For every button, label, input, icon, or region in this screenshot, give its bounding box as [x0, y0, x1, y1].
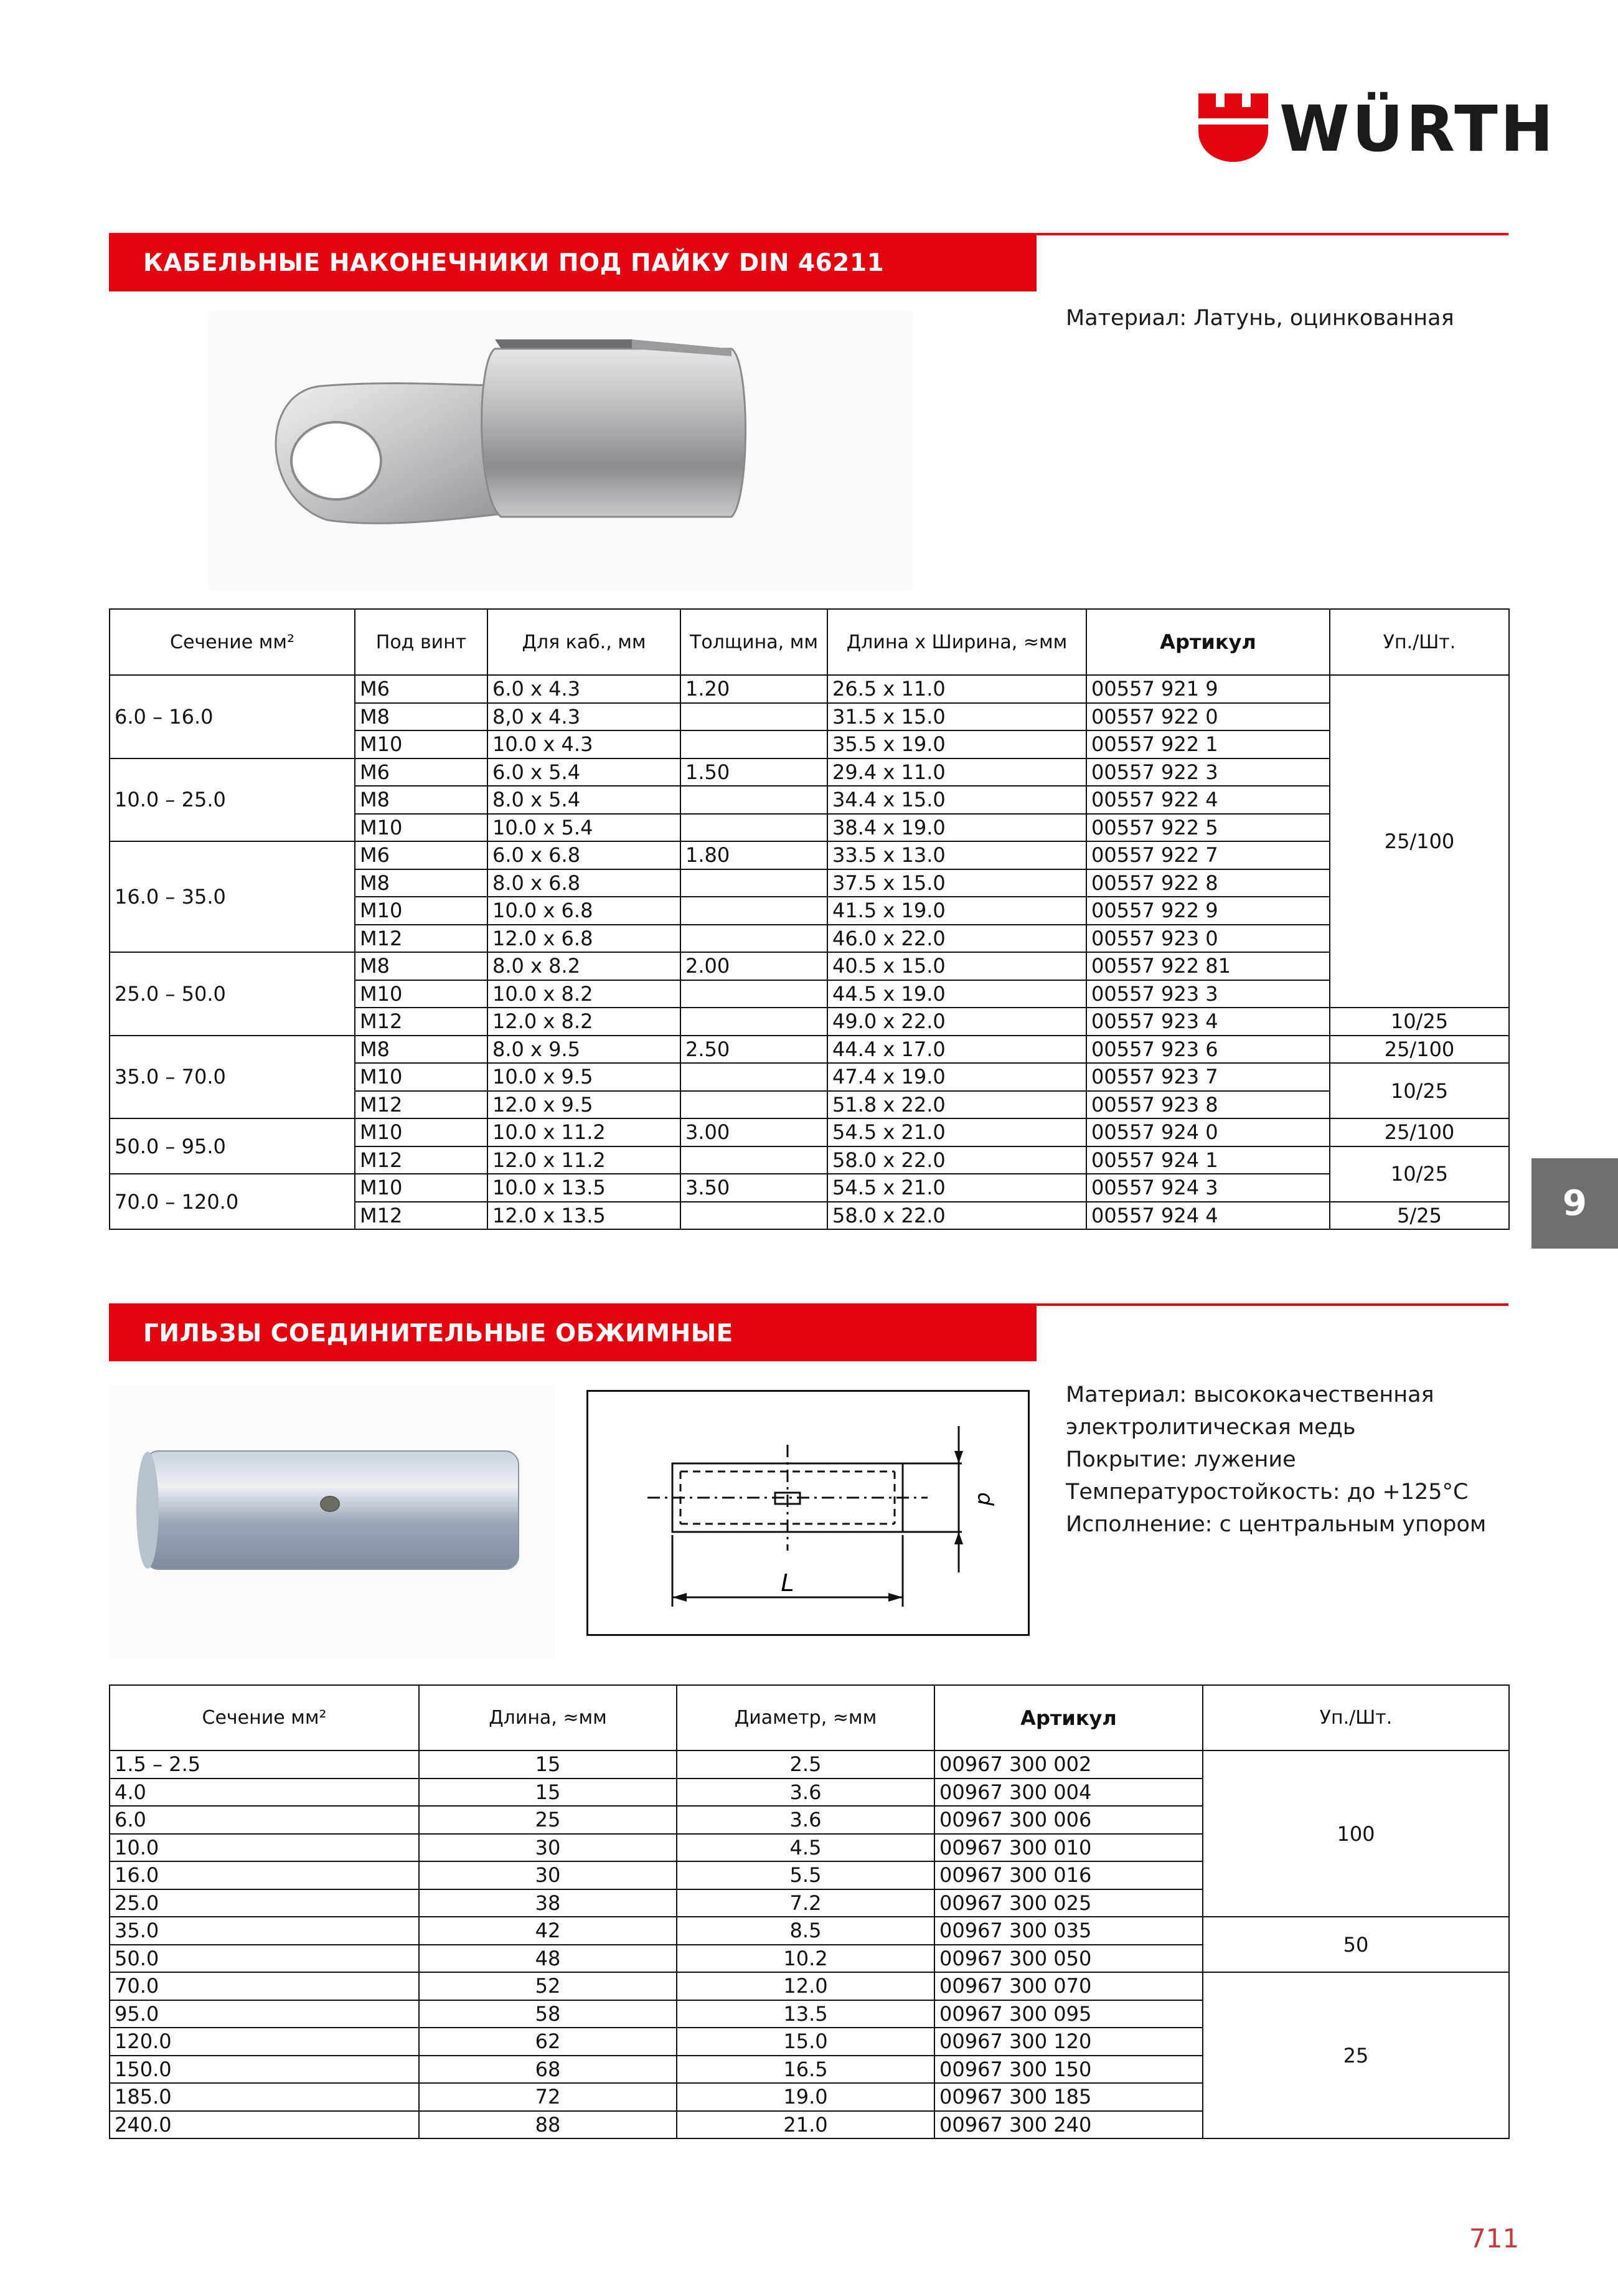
cell-dims: 34.4 x 15.0: [827, 786, 1086, 814]
cell-screw: M8: [355, 703, 487, 731]
cell-thickness: [680, 1202, 827, 1230]
cell-cable: 6.0 x 4.3: [487, 675, 680, 703]
section2-material: [1066, 1379, 1486, 1541]
col-header-pack: Уп./Шт.: [1203, 1685, 1509, 1750]
cell-thickness: [680, 730, 827, 758]
cell-dims: 54.5 x 21.0: [827, 1118, 1086, 1146]
cell-section: 1.5 – 2.5: [110, 1750, 419, 1779]
cell-cable: 8,0 x 4.3: [487, 703, 680, 731]
material-line: Исполнение: с центральным упором: [1066, 1512, 1487, 1537]
cell-pack: 10/25: [1330, 1063, 1509, 1118]
cell-thickness: [680, 703, 827, 731]
cell-section: 10.0: [110, 1834, 419, 1862]
cell-length: 88: [419, 2111, 677, 2139]
col-header-cable: Для каб., мм: [487, 609, 680, 675]
cable-lug-image: [209, 311, 912, 592]
cell-cable: 10.0 x 4.3: [487, 730, 680, 758]
cell-length: 25: [419, 1806, 677, 1834]
cell-section: 120.0: [110, 2028, 419, 2056]
cell-screw: M12: [355, 1202, 487, 1230]
cell-section: 240.0: [110, 2111, 419, 2139]
cell-cable: 12.0 x 9.5: [487, 1091, 680, 1119]
cell-thickness: 3.50: [680, 1174, 827, 1202]
material-line: Температуростойкость: до +125°C: [1066, 1480, 1469, 1505]
cell-thickness: 1.20: [680, 675, 827, 703]
cell-article: 00557 921 9: [1086, 675, 1330, 703]
cell-cable: 6.0 x 5.4: [487, 758, 680, 787]
cell-screw: M12: [355, 1008, 487, 1036]
table-row: [110, 1118, 1509, 1146]
cell-screw: M12: [355, 1146, 487, 1174]
wurth-logo-text: WÜRTH: [1279, 92, 1556, 166]
cell-screw: M12: [355, 925, 487, 953]
cell-length: 68: [419, 2056, 677, 2084]
cell-thickness: 2.00: [680, 952, 827, 980]
cell-cable: 6.0 x 6.8: [487, 841, 680, 869]
section2-title: ГИЛЬЗЫ СОЕДИНИТЕЛЬНЫЕ ОБЖИМНЫЕ: [109, 1306, 1037, 1361]
cell-article: 00557 922 8: [1086, 869, 1330, 897]
cell-dims: 58.0 x 22.0: [827, 1202, 1086, 1230]
cell-screw: M10: [355, 814, 487, 842]
cell-dims: 44.4 x 17.0: [827, 1036, 1086, 1064]
cell-section: 95.0: [110, 2000, 419, 2028]
cell-article: 00557 922 7: [1086, 841, 1330, 869]
cell-article: 00557 923 4: [1086, 1008, 1330, 1036]
cell-section: 16.0: [110, 1861, 419, 1889]
cell-dims: 26.5 x 11.0: [827, 675, 1086, 703]
cell-diameter: 5.5: [677, 1861, 934, 1889]
cell-dims: 49.0 x 22.0: [827, 1008, 1086, 1036]
cell-article: 00557 924 1: [1086, 1146, 1330, 1174]
cell-article: 00967 300 002: [934, 1750, 1203, 1779]
table-row: [110, 1972, 1509, 2000]
cell-article: 00967 300 004: [934, 1779, 1203, 1807]
cell-dims: 51.8 x 22.0: [827, 1091, 1086, 1119]
col-header-dims: Длина х Ширина, ≈мм: [827, 609, 1086, 675]
section1-material: Материал: Латунь, оцинкованная: [1066, 306, 1454, 331]
cell-thickness: [680, 897, 827, 925]
cell-cable: 10.0 x 9.5: [487, 1063, 680, 1091]
cell-diameter: 12.0: [677, 1972, 934, 2000]
wurth-logo-mark: [1198, 93, 1268, 162]
cell-section: 10.0 – 25.0: [110, 758, 355, 842]
cell-dims: 54.5 x 21.0: [827, 1174, 1086, 1202]
cell-screw: M10: [355, 1174, 487, 1202]
cell-pack: 25/100: [1330, 1118, 1509, 1146]
table-header-row: [110, 1685, 1509, 1750]
cell-thickness: [680, 1008, 827, 1036]
cell-article: 00557 922 3: [1086, 758, 1330, 787]
cell-screw: M10: [355, 897, 487, 925]
cell-diameter: 19.0: [677, 2083, 934, 2111]
cell-article: 00967 300 120: [934, 2028, 1203, 2056]
cell-section: 50.0 – 95.0: [110, 1118, 355, 1174]
cell-diameter: 2.5: [677, 1750, 934, 1779]
table-header-row: [110, 609, 1509, 675]
cell-length: 58: [419, 2000, 677, 2028]
cell-article: 00557 923 8: [1086, 1091, 1330, 1119]
cell-length: 30: [419, 1834, 677, 1862]
cell-article: 00557 924 0: [1086, 1118, 1330, 1146]
cell-article: 00967 300 025: [934, 1889, 1203, 1917]
cell-section: 35.0: [110, 1917, 419, 1945]
cell-thickness: [680, 1063, 827, 1091]
col-header-screw: Под винт: [355, 609, 487, 675]
cell-dims: 46.0 x 22.0: [827, 925, 1086, 953]
cell-pack: 10/25: [1330, 1146, 1509, 1202]
cell-article: 00557 923 7: [1086, 1063, 1330, 1091]
cell-article: 00557 923 0: [1086, 925, 1330, 953]
sleeve-drawing-frame: [586, 1390, 1030, 1636]
cell-screw: M6: [355, 841, 487, 869]
cell-length: 38: [419, 1889, 677, 1917]
cell-diameter: 10.2: [677, 1945, 934, 1973]
table-row: [110, 1174, 1509, 1202]
col-header-pack: Уп./Шт.: [1330, 609, 1509, 675]
cell-article: 00967 300 070: [934, 1972, 1203, 2000]
chapter-tab: 9: [1531, 1158, 1618, 1249]
cell-length: 15: [419, 1750, 677, 1779]
cell-length: 72: [419, 2083, 677, 2111]
cell-length: 62: [419, 2028, 677, 2056]
col-header-section: Сечение мм²: [110, 1685, 419, 1750]
drawing-label-length: L: [781, 1569, 794, 1597]
page-number: 711: [1469, 2223, 1520, 2254]
col-header-length: Длина, ≈мм: [419, 1685, 677, 1750]
table-row: [110, 1917, 1509, 1945]
table-row: [110, 758, 1509, 787]
cell-article: 00557 924 4: [1086, 1202, 1330, 1230]
wurth-logo: [1198, 92, 1556, 166]
cell-cable: 12.0 x 13.5: [487, 1202, 680, 1230]
table-row: [110, 1036, 1509, 1064]
cell-dims: 37.5 x 15.0: [827, 869, 1086, 897]
cell-thickness: [680, 786, 827, 814]
cell-thickness: [680, 925, 827, 953]
cell-diameter: 15.0: [677, 2028, 934, 2056]
material-line: Материал: высококачественная: [1066, 1382, 1434, 1407]
table-row: [110, 1750, 1509, 1779]
cell-cable: 10.0 x 5.4: [487, 814, 680, 842]
cell-article: 00557 922 9: [1086, 897, 1330, 925]
cell-article: 00557 922 0: [1086, 703, 1330, 731]
cell-pack: 25: [1203, 1972, 1509, 2138]
cell-dims: 31.5 x 15.0: [827, 703, 1086, 731]
col-header-article: Артикул: [934, 1685, 1203, 1750]
col-header-diameter: Диаметр, ≈мм: [677, 1685, 934, 1750]
cell-cable: 12.0 x 8.2: [487, 1008, 680, 1036]
cell-dims: 41.5 x 19.0: [827, 897, 1086, 925]
cell-diameter: 7.2: [677, 1889, 934, 1917]
sleeve-drawing: [588, 1392, 1028, 1634]
cell-cable: 12.0 x 6.8: [487, 925, 680, 953]
cell-screw: M8: [355, 952, 487, 980]
cell-section: 70.0: [110, 1972, 419, 2000]
cell-article: 00557 922 4: [1086, 786, 1330, 814]
table-row: [110, 952, 1509, 980]
cell-section: 50.0: [110, 1945, 419, 1973]
col-header-section: Сечение мм²: [110, 609, 355, 675]
cell-article: 00557 922 81: [1086, 952, 1330, 980]
cell-length: 15: [419, 1779, 677, 1807]
cell-length: 48: [419, 1945, 677, 1973]
cable-lugs-table: [109, 608, 1510, 1230]
table-row: [110, 675, 1509, 703]
cell-screw: M10: [355, 730, 487, 758]
cell-diameter: 21.0: [677, 2111, 934, 2139]
drawing-label-diameter: d: [972, 1492, 997, 1506]
cell-thickness: [680, 814, 827, 842]
cell-thickness: [680, 980, 827, 1008]
cell-article: 00557 924 3: [1086, 1174, 1330, 1202]
cell-pack: 25/100: [1330, 1036, 1509, 1064]
cell-screw: M8: [355, 1036, 487, 1064]
sleeve-image: [109, 1386, 554, 1660]
cell-length: 42: [419, 1917, 677, 1945]
cell-section: 25.0 – 50.0: [110, 952, 355, 1036]
cell-article: 00967 300 006: [934, 1806, 1203, 1834]
cell-thickness: 3.00: [680, 1118, 827, 1146]
cell-pack: 25/100: [1330, 675, 1509, 1008]
cell-pack: 10/25: [1330, 1008, 1509, 1036]
cell-cable: 8.0 x 6.8: [487, 869, 680, 897]
cell-screw: M10: [355, 1063, 487, 1091]
sleeves-table: [109, 1684, 1510, 2139]
cell-pack: 100: [1203, 1750, 1509, 1917]
cell-length: 30: [419, 1861, 677, 1889]
cell-pack: 5/25: [1330, 1202, 1509, 1230]
cell-article: 00967 300 240: [934, 2111, 1203, 2139]
material-line: электролитическая медь: [1066, 1415, 1356, 1440]
cell-section: 6.0: [110, 1806, 419, 1834]
cell-dims: 40.5 x 15.0: [827, 952, 1086, 980]
cell-article: 00967 300 050: [934, 1945, 1203, 1973]
cell-article: 00967 300 095: [934, 2000, 1203, 2028]
cell-thickness: 1.50: [680, 758, 827, 787]
cell-cable: 8.0 x 9.5: [487, 1036, 680, 1064]
cell-section: 35.0 – 70.0: [110, 1036, 355, 1119]
cell-dims: 47.4 x 19.0: [827, 1063, 1086, 1091]
cell-diameter: 4.5: [677, 1834, 934, 1862]
cell-screw: M8: [355, 786, 487, 814]
col-header-article: Артикул: [1086, 609, 1330, 675]
cell-thickness: [680, 1146, 827, 1174]
cell-length: 52: [419, 1972, 677, 2000]
cell-section: 6.0 – 16.0: [110, 675, 355, 758]
cell-article: 00557 923 3: [1086, 980, 1330, 1008]
col-header-thickness: Толщина, мм: [680, 609, 827, 675]
cell-section: 25.0: [110, 1889, 419, 1917]
cell-section: 16.0 – 35.0: [110, 841, 355, 952]
cell-dims: 29.4 x 11.0: [827, 758, 1086, 787]
cell-section: 185.0: [110, 2083, 419, 2111]
cell-cable: 12.0 x 11.2: [487, 1146, 680, 1174]
cell-cable: 8.0 x 8.2: [487, 952, 680, 980]
cell-article: 00557 922 1: [1086, 730, 1330, 758]
cell-article: 00967 300 016: [934, 1861, 1203, 1889]
cell-cable: 8.0 x 5.4: [487, 786, 680, 814]
cell-cable: 10.0 x 11.2: [487, 1118, 680, 1146]
cell-dims: 38.4 x 19.0: [827, 814, 1086, 842]
cell-diameter: 3.6: [677, 1779, 934, 1807]
cell-screw: M10: [355, 980, 487, 1008]
section1-title: КАБЕЛЬНЫЕ НАКОНЕЧНИКИ ПОД ПАЙКУ DIN 46211: [109, 235, 1037, 291]
cell-article: 00967 300 035: [934, 1917, 1203, 1945]
cell-diameter: 8.5: [677, 1917, 934, 1945]
cell-screw: M6: [355, 675, 487, 703]
cell-section: 150.0: [110, 2056, 419, 2084]
cell-article: 00967 300 150: [934, 2056, 1203, 2084]
cell-section: 4.0: [110, 1779, 419, 1807]
cell-dims: 44.5 x 19.0: [827, 980, 1086, 1008]
cell-pack: 50: [1203, 1917, 1509, 1972]
cell-cable: 10.0 x 8.2: [487, 980, 680, 1008]
cell-diameter: 16.5: [677, 2056, 934, 2084]
cell-dims: 35.5 x 19.0: [827, 730, 1086, 758]
cell-screw: M6: [355, 758, 487, 787]
cell-dims: 58.0 x 22.0: [827, 1146, 1086, 1174]
cell-article: 00967 300 010: [934, 1834, 1203, 1862]
cell-cable: 10.0 x 13.5: [487, 1174, 680, 1202]
cell-section: 70.0 – 120.0: [110, 1174, 355, 1229]
material-line: Покрытие: лужение: [1066, 1447, 1296, 1472]
table-row: [110, 841, 1509, 869]
cell-article: 00967 300 185: [934, 2083, 1203, 2111]
cell-thickness: 2.50: [680, 1036, 827, 1064]
cell-thickness: 1.80: [680, 841, 827, 869]
cell-diameter: 3.6: [677, 1806, 934, 1834]
cell-screw: M12: [355, 1091, 487, 1119]
cell-dims: 33.5 x 13.0: [827, 841, 1086, 869]
cell-article: 00557 922 5: [1086, 814, 1330, 842]
cell-thickness: [680, 869, 827, 897]
cell-screw: M8: [355, 869, 487, 897]
cell-article: 00557 923 6: [1086, 1036, 1330, 1064]
cell-thickness: [680, 1091, 827, 1119]
cell-screw: M10: [355, 1118, 487, 1146]
cell-diameter: 13.5: [677, 2000, 934, 2028]
cell-cable: 10.0 x 6.8: [487, 897, 680, 925]
